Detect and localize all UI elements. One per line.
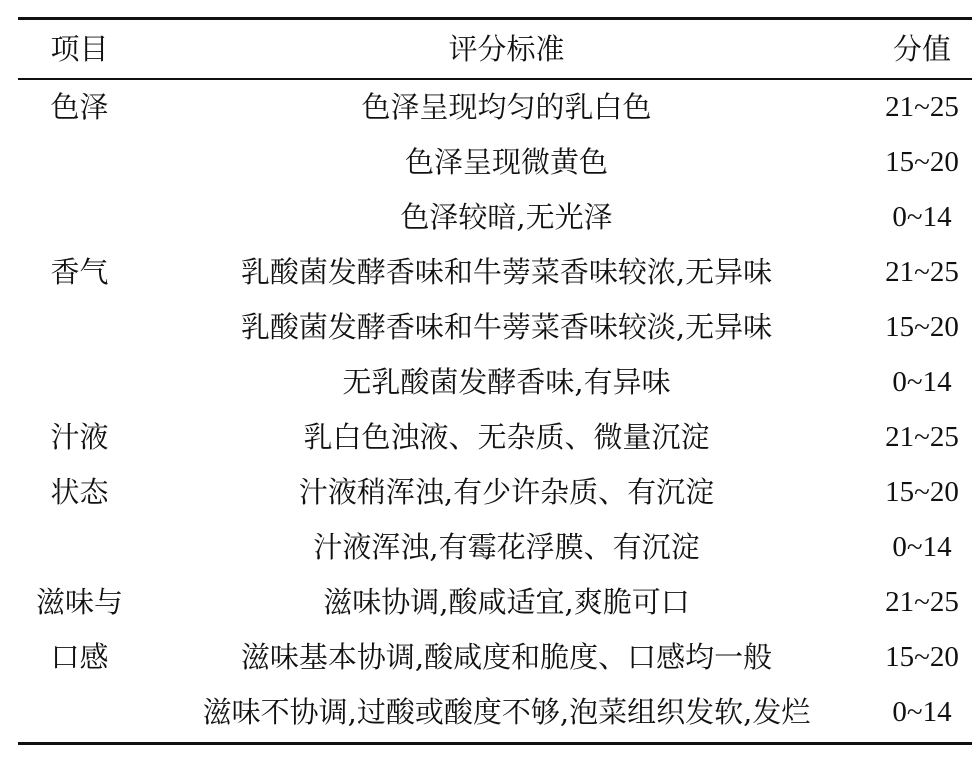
row-score: 15~20 bbox=[885, 476, 959, 508]
table-row bbox=[18, 190, 972, 245]
table-bottom-rule bbox=[18, 742, 972, 745]
row-score: 21~25 bbox=[885, 256, 959, 288]
row-criteria: 滋味协调,酸咸适宜,爽脆可口 bbox=[323, 585, 690, 619]
table-row bbox=[18, 300, 972, 355]
row-score: 0~14 bbox=[892, 696, 952, 728]
table-row bbox=[18, 685, 972, 740]
table-row bbox=[18, 245, 972, 300]
row-score: 0~14 bbox=[892, 366, 952, 398]
row-criteria: 汁液稍浑浊,有少许杂质、有沉淀 bbox=[298, 475, 715, 509]
row-item: 口感 bbox=[50, 640, 109, 674]
row-criteria: 汁液浑浊,有霉花浮膜、有沉淀 bbox=[313, 530, 700, 564]
table-row bbox=[18, 520, 972, 575]
row-criteria: 色泽呈现微黄色 bbox=[404, 145, 608, 179]
row-item: 滋味与 bbox=[35, 585, 123, 619]
row-score: 21~25 bbox=[885, 586, 959, 618]
row-criteria: 乳酸菌发酵香味和牛蒡菜香味较浓,无异味 bbox=[240, 255, 773, 289]
table-row bbox=[18, 80, 972, 135]
table-row bbox=[18, 410, 972, 465]
header-score: 分值 bbox=[892, 31, 951, 66]
row-score: 0~14 bbox=[892, 201, 952, 233]
row-criteria: 色泽较暗,无光泽 bbox=[400, 200, 613, 234]
header-criteria: 评分标准 bbox=[448, 31, 565, 66]
row-criteria: 乳酸菌发酵香味和牛蒡菜香味较淡,无异味 bbox=[240, 310, 773, 344]
row-score: 21~25 bbox=[885, 91, 959, 123]
row-item: 色泽 bbox=[50, 90, 109, 124]
row-item: 汁液 bbox=[50, 420, 109, 454]
row-score: 15~20 bbox=[885, 641, 959, 673]
table-row bbox=[18, 575, 972, 630]
row-score: 15~20 bbox=[885, 311, 959, 343]
table-header-row bbox=[18, 20, 972, 78]
row-criteria: 滋味基本协调,酸咸度和脆度、口感均一般 bbox=[240, 640, 773, 674]
row-item: 香气 bbox=[50, 255, 109, 289]
row-criteria: 乳白色浊液、无杂质、微量沉淀 bbox=[303, 420, 710, 454]
table-row bbox=[18, 630, 972, 685]
row-item: 状态 bbox=[50, 475, 109, 509]
table-row bbox=[18, 135, 972, 190]
row-criteria: 色泽呈现均匀的乳白色 bbox=[361, 90, 652, 124]
row-score: 21~25 bbox=[885, 421, 959, 453]
table-row bbox=[18, 465, 972, 520]
row-score: 0~14 bbox=[892, 531, 952, 563]
row-criteria: 无乳酸菌发酵香味,有异味 bbox=[342, 365, 671, 399]
row-criteria: 滋味不协调,过酸或酸度不够,泡菜组织发软,发烂 bbox=[202, 695, 811, 729]
row-score: 15~20 bbox=[885, 146, 959, 178]
header-item: 项目 bbox=[50, 31, 109, 66]
table-row bbox=[18, 355, 972, 410]
